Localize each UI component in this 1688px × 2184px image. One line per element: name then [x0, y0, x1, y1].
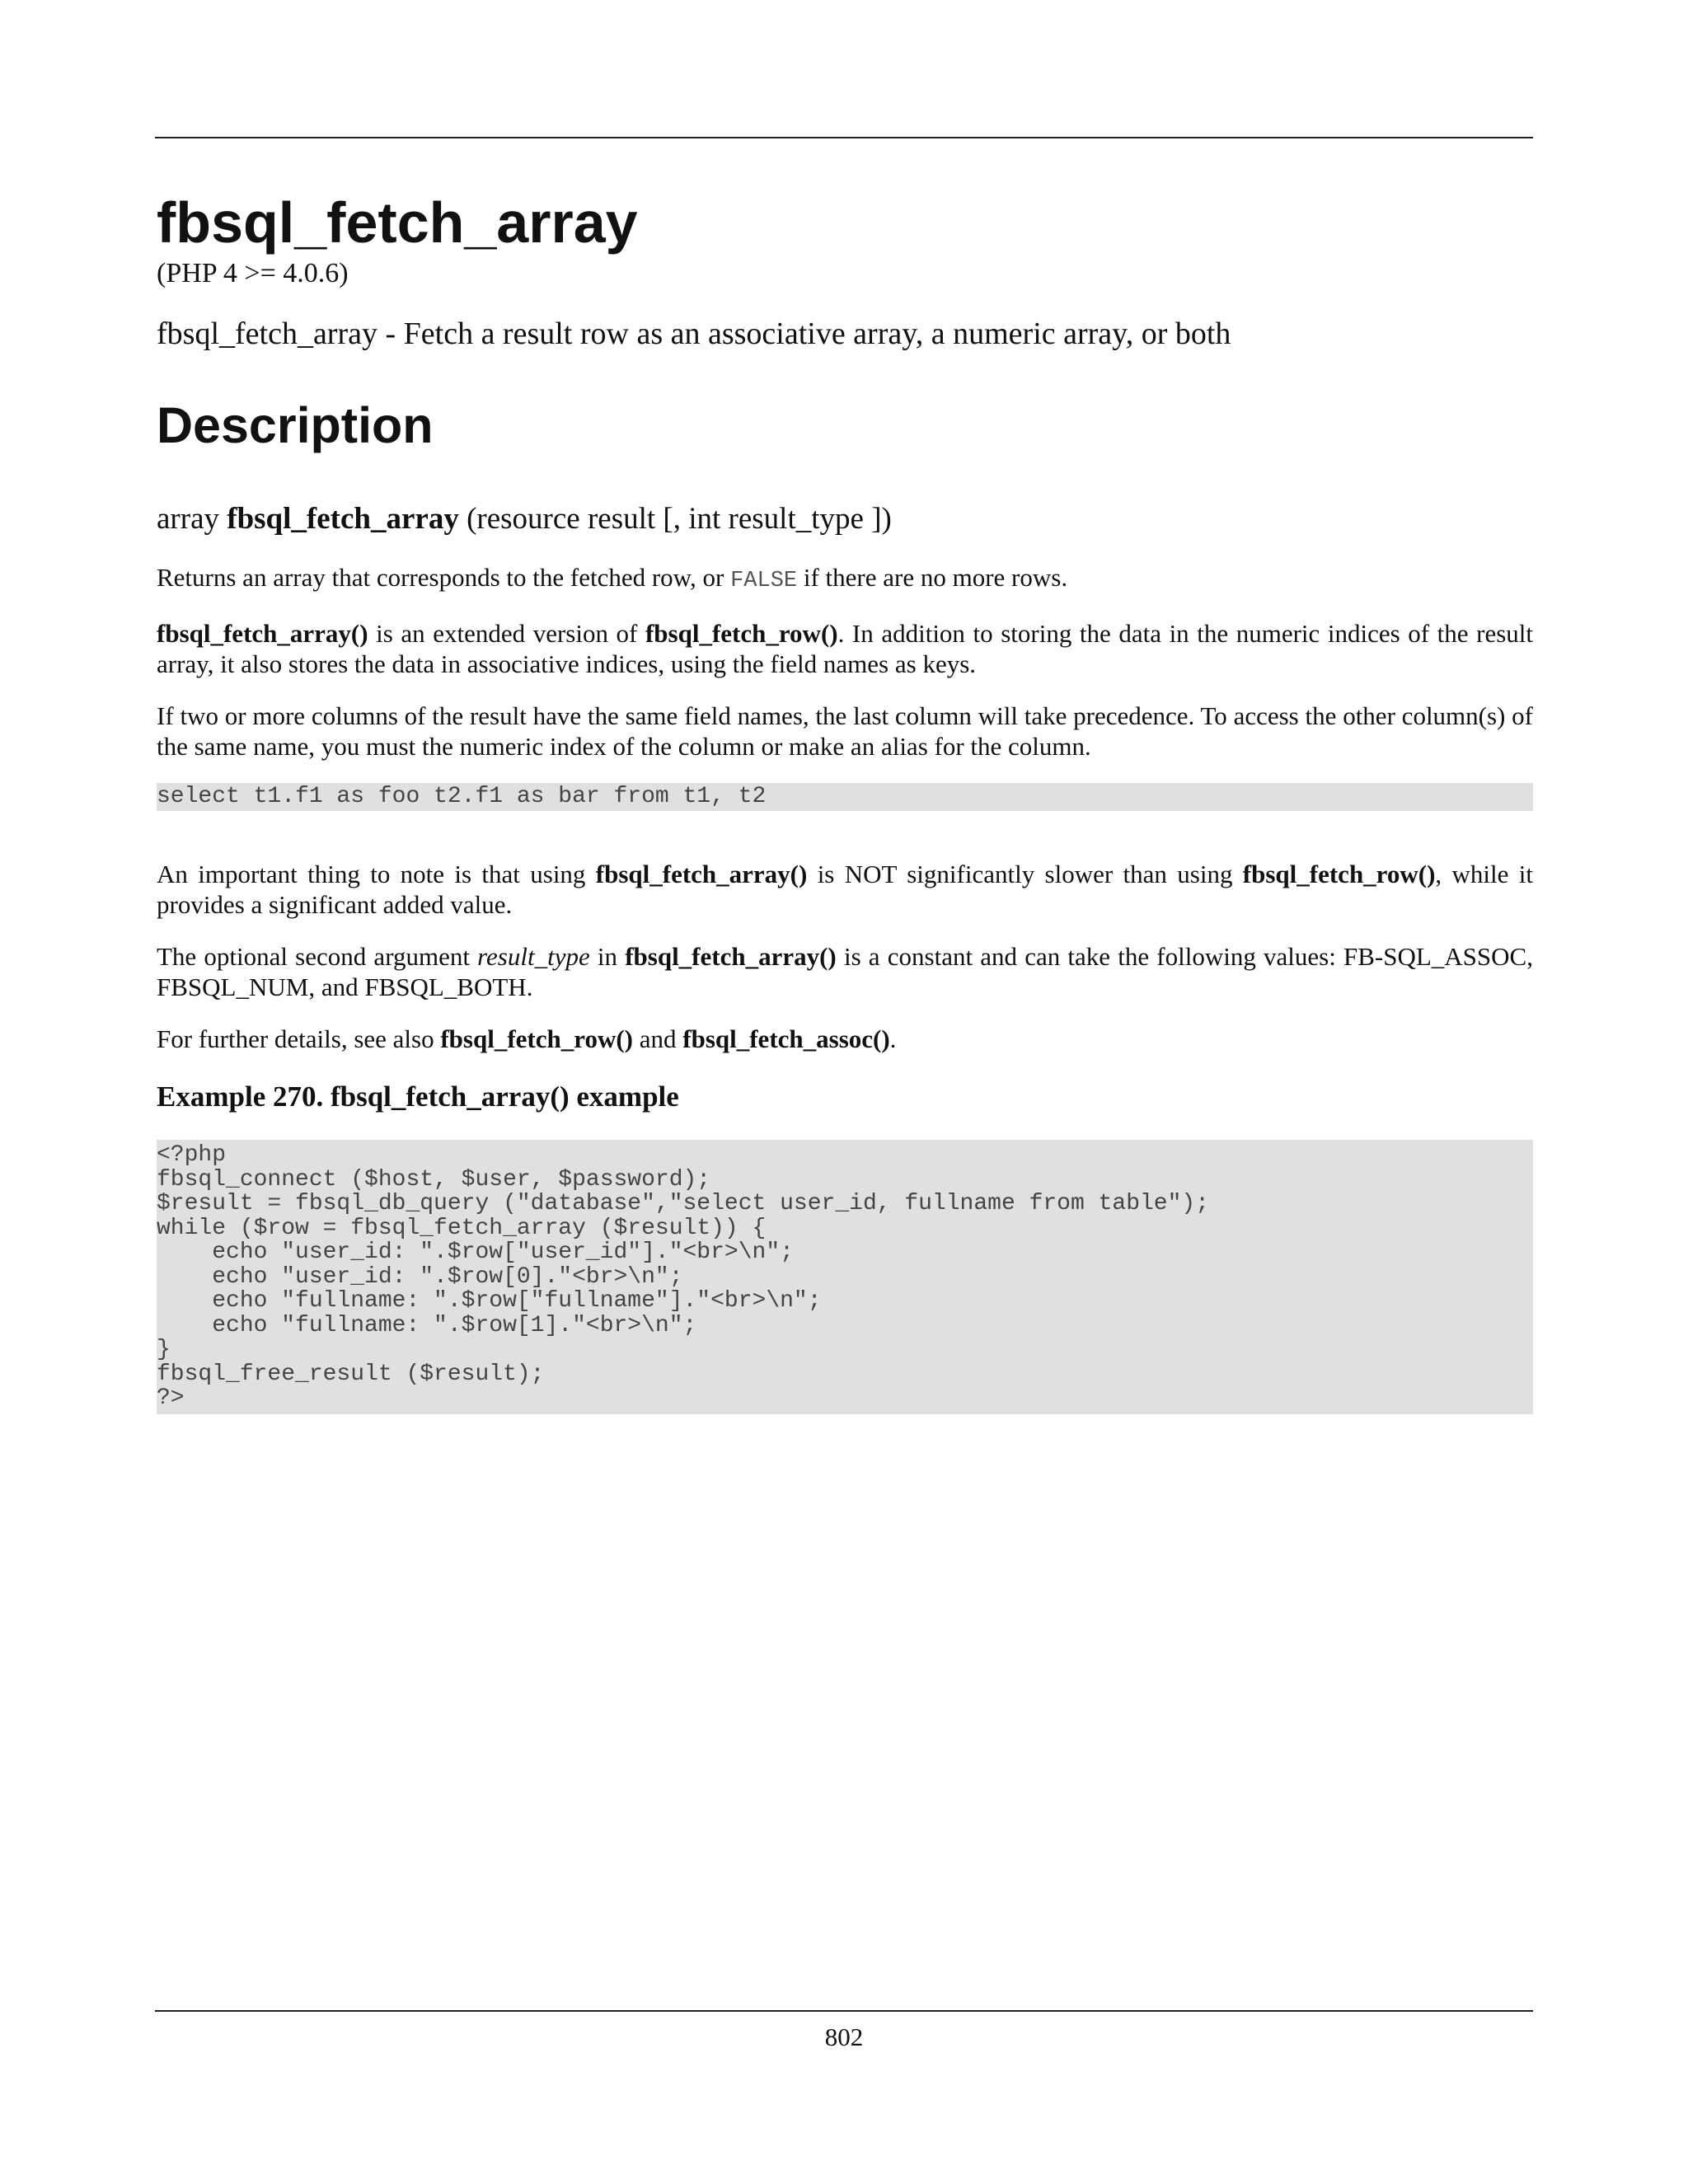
return-type: array	[157, 502, 219, 536]
function-name: fbsql_fetch_array	[227, 502, 459, 536]
function-ref: fbsql_fetch_array()	[157, 619, 368, 648]
function-ref: fbsql_fetch_assoc()	[682, 1024, 890, 1053]
returns-paragraph: Returns an array that corresponds to the fetched row, or FALSE if there are no more rows.	[157, 563, 1068, 593]
performance-paragraph: An important thing to note is that using fbsql_fetch_array() is NOT significantly slower than using fbsql_fetch_row(), while it provides a significant added value.	[157, 860, 1533, 919]
function-ref: fbsql_fetch_row()	[645, 619, 838, 648]
function-ref: fbsql_fetch_row()	[1242, 860, 1436, 888]
result-type-paragraph: The optional second argument result_type in fbsql_fetch_array() is a constant and can take the following values: FB-SQL_ASSOC, FBSQL_NUM, and FBSQL_BOTH.	[157, 942, 1533, 1001]
function-synopsis	[157, 501, 1533, 537]
version-info: (PHP 4 >= 4.0.6)	[157, 258, 349, 288]
function-ref: fbsql_fetch_array()	[595, 860, 808, 888]
extended-version-paragraph: fbsql_fetch_array() is an extended version of fbsql_fetch_row(). In addition to storing the data in the numeric indices of the result array, it also stores the data in associative indices, using the field names as keys.	[157, 619, 1533, 678]
example-title: Example 270. fbsql_fetch_array() example	[157, 1080, 679, 1113]
function-ref: fbsql_fetch_array()	[625, 942, 837, 971]
precedence-paragraph: If two or more columns of the result have the same field names, the last column will take precedence. To access the other column(s) of the same name, you must the numeric index of the column or make an alias for the column.	[157, 701, 1533, 761]
footer-rule	[155, 2010, 1533, 2012]
document-content	[157, 188, 1533, 1414]
description-heading: Description	[157, 397, 434, 453]
see-also-paragraph: For further details, see also fbsql_fetch_row() and fbsql_fetch_assoc().	[157, 1024, 897, 1053]
function-ref: fbsql_fetch_row()	[440, 1024, 633, 1053]
function-params: (resource result [, int result_type ])	[467, 502, 892, 536]
page-title: fbsql_fetch_array	[157, 190, 638, 255]
refpurpose: fbsql_fetch_array - Fetch a result row as an associative array, a numeric array, or both	[157, 316, 1231, 351]
header-rule	[155, 137, 1533, 138]
false-constant: FALSE	[730, 569, 798, 593]
example-code-block: <?php fbsql_connect ($host, $user, $password); $result = fbsql_db_query ("database","select user_id, fullname from table"); while ($row = fbsql_fetch_array ($result)) { echo "user_id: ".$row["user_id"]."<br>\n"; echo "user_id: ".$row[0]."<br>\n"; echo "fullname: ".$row["fullname"]."<br>\n"; echo "fullname: ".$row[1]."<br>\n"; } fbsql_free_result ($result); ?>	[157, 1140, 1533, 1414]
alias-code-block: select t1.f1 as foo t2.f1 as bar from t1, t2	[157, 783, 1533, 811]
argument-name: result_type	[477, 942, 590, 971]
page-number: 802	[824, 2022, 864, 2051]
